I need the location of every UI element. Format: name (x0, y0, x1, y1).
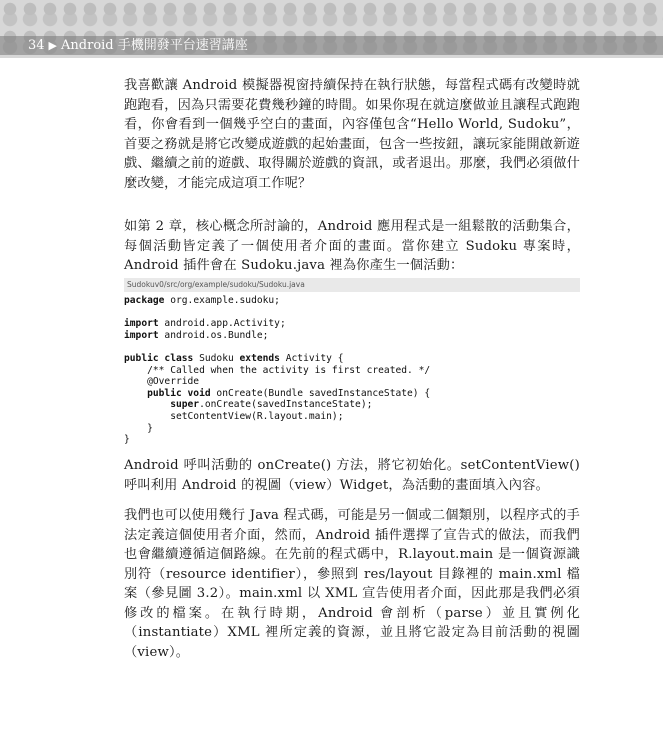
body-paragraph-3: Android 呼叫活動的 onCreate() 方法，將它初始化。setContentView() 呼叫利用 Android 的視圖（view）Widget，為活動的畫面填入內容。 (124, 458, 580, 493)
keyword-public-class: public class (124, 352, 194, 364)
code-file-path: Sudokuv0/src/org/example/sudoku/Sudoku.java (124, 278, 580, 292)
keyword-import: import (124, 318, 159, 330)
page-number: 34 (28, 38, 45, 53)
running-header (28, 37, 248, 54)
code-line-import-bundle (124, 330, 580, 342)
body-paragraph-1: 我喜歡讓 Android 模擬器視窗持續保持在執行狀態，每當程式碼有改變時就跑跑看，因為只需要花費幾秒鐘的時間。如果你現在就這麼做並且讓程式跑跑看，你會看到一個幾乎空白的畫面，內容僅包含“Hello World, Sudoku”，首要之務就是將它改變成遊戲的起始畫面，包含一些按鈕，讓玩家能開啟新遊戲、繼續之前的遊戲、取得關於遊戲的資訊，或者退出。那麼，我們必須做什麼改變，才能完成這項工作呢？ (124, 78, 580, 191)
code-text: Sudoku (193, 352, 240, 364)
code-line-class-decl (124, 353, 580, 365)
code-line-comment: /** Called when the activity is first created. */ (124, 364, 431, 376)
keyword-package: package (124, 295, 165, 306)
code-text: android.os.Bundle; (158, 329, 269, 341)
book-title: Android 手機開發平台速習講座 (61, 38, 248, 53)
keyword-super: super (124, 399, 200, 411)
code-line-close-class: } (124, 434, 130, 446)
code-blank-line (124, 341, 580, 353)
code-listing (124, 295, 580, 446)
code-text: .onCreate(savedInstanceState); (199, 399, 373, 411)
keyword-public-void: public void (124, 387, 211, 399)
code-line-close-method: } (124, 422, 153, 434)
code-blank-line (124, 307, 580, 319)
code-text: onCreate(Bundle savedInstanceState) { (210, 387, 431, 399)
code-text: org.example.sudoku; (164, 295, 280, 306)
body-paragraph-2: 如第 2 章，核心概念所討論的，Android 應用程式是一組鬆散的活動集合，每個活動皆定義了一個使用者介面的畫面。當你建立 Sudoku 專案時，Android 插件會在 Sudoku.java 裡為你產生一個活動： (124, 219, 580, 273)
code-text: android.app.Activity; (158, 318, 286, 330)
code-text: Activity { (279, 352, 344, 364)
code-line-super-call (124, 399, 580, 411)
code-line-import-activity (124, 318, 580, 330)
body-paragraph-4: 我們也可以使用幾行 Java 程式碼，可能是另一個或二個類別，以程序式的手法定義這個使用者介面，然而，Android 插件選擇了宣告式的做法，而我們也會繼續遵循這個路線。在先前的程式碼中，R.layout.main 是一個資源識別符（resource identifier），參照到 res/layout 目錄裡的 main.xml 檔案（參見圖 3.2）。main.xml 以 XML 宣告使用者介面，因此那是我們必須修改的檔案。在執行時期，Android 會剖析（parse）並且實例化（instantiate）XML 裡所定義的資源，並且將它設定為目前活動的視圖（view）。 (124, 508, 580, 660)
code-line-set-content: setContentView(R.layout.main); (124, 410, 344, 422)
code-line-package (124, 295, 580, 307)
triangle-right-icon: ▶ (48, 39, 58, 52)
keyword-import: import (124, 329, 159, 341)
code-line-method-decl (124, 388, 580, 400)
keyword-extends: extends (239, 352, 280, 364)
code-line-annotation: @Override (124, 376, 200, 388)
